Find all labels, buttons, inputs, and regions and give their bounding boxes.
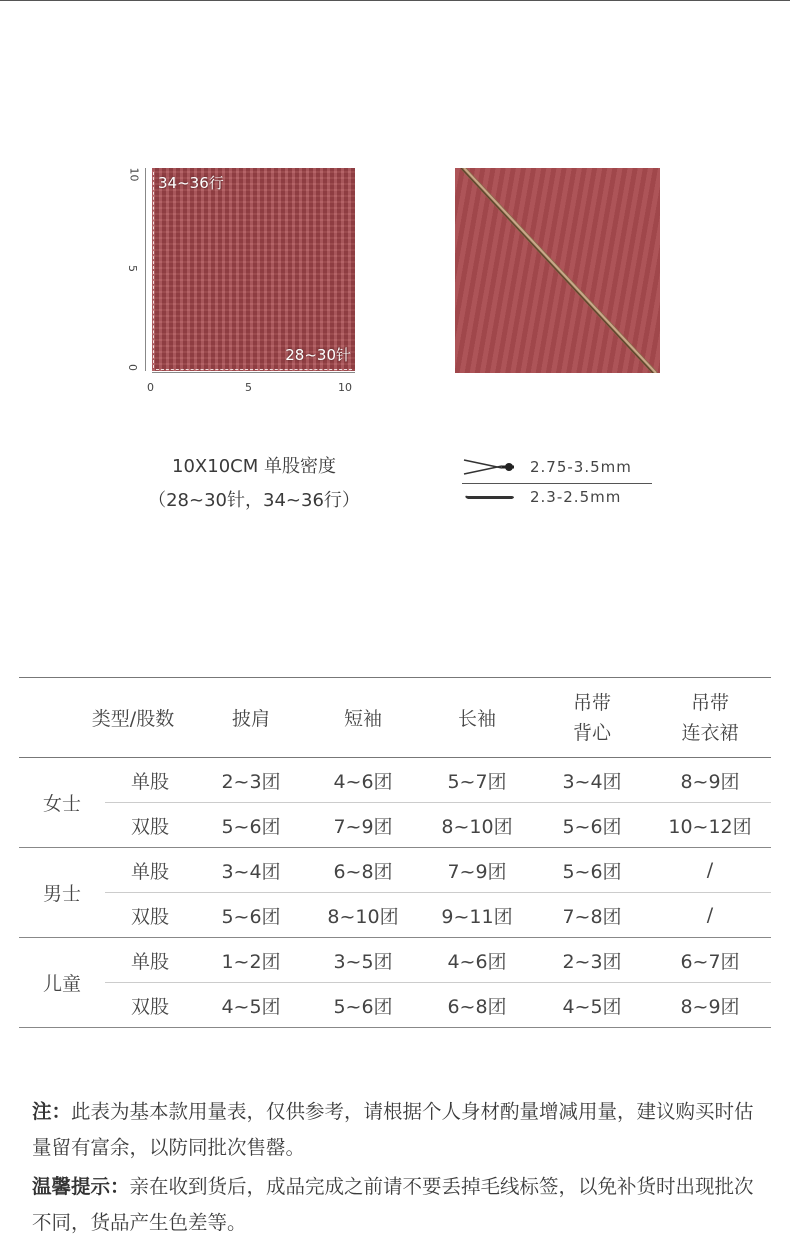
swatch-caption-line2: （28~30针，34~36行）: [148, 490, 360, 511]
table-cell: 4~6团: [419, 938, 535, 983]
ruler-h-tick: 0: [147, 381, 154, 394]
scissors-icon: [462, 457, 518, 477]
table-row: [19, 893, 771, 938]
hook-size-row: [462, 484, 652, 510]
table-cell: 5~6团: [535, 848, 649, 893]
table-cell: 3~4团: [195, 848, 307, 893]
table-cell: 6~8团: [307, 848, 419, 893]
table-cell: 5~6团: [562, 815, 622, 838]
table-cell: 8~10团: [441, 815, 513, 838]
table-row: [19, 848, 771, 893]
strand-cell: 双股: [130, 905, 169, 928]
table-cell: 7~8团: [562, 905, 622, 928]
group-men: 男士: [42, 883, 81, 905]
vertical-ruler: [145, 168, 152, 371]
table-cell: 5~7团: [419, 758, 535, 803]
top-divider: [0, 0, 790, 1]
header-slip-dress: 吊带 连衣裙: [681, 691, 739, 744]
group-women: 女士: [42, 793, 81, 815]
knit-swatch-photo: [152, 168, 355, 371]
hook-size: 2.3-2.5mm: [530, 488, 622, 506]
reminder-label: 温馨提示：: [32, 1175, 130, 1198]
table-cell: 3~4团: [535, 758, 649, 803]
strand-cell: 单股: [105, 848, 195, 893]
scissors-size: 2.75-3.5mm: [530, 458, 632, 476]
strand-cell: 双股: [130, 995, 169, 1018]
note-reminder: [32, 1169, 768, 1241]
table-cell: /: [706, 904, 714, 926]
strand-cell: 双股: [130, 815, 169, 838]
reminder-text: 亲在收到货后，成品完成之前请不要丢掉毛线标签，以免补货时出现批次不同，货品产生色差等。: [32, 1175, 754, 1234]
ruler-h-tick: 5: [245, 381, 252, 394]
stitches-label: 28~30针: [285, 346, 351, 364]
table-cell: 3~5团: [307, 938, 419, 983]
strand-cell: 单股: [105, 938, 195, 983]
crochet-hook-icon: [462, 487, 518, 507]
horizontal-ruler: [152, 372, 355, 379]
strand-cell: 单股: [105, 758, 195, 803]
table-cell: 5~6团: [333, 995, 393, 1018]
table-cell: 8~9团: [649, 758, 771, 803]
group-children: 儿童: [42, 973, 81, 995]
ruler-h-tick: 10: [338, 381, 352, 394]
table-row: [19, 938, 771, 983]
header-camisole: 吊带 背心: [572, 691, 611, 744]
note-label: 注：: [32, 1100, 72, 1123]
table-cell: 8~9团: [680, 995, 740, 1018]
table-cell: 10~12团: [668, 815, 752, 838]
table-cell: 5~6团: [221, 815, 281, 838]
table-cell: 6~7团: [649, 938, 771, 983]
table-cell: 8~10团: [327, 905, 399, 928]
needle-size-row: [462, 454, 652, 480]
header-long-sleeve: 长袖: [457, 708, 496, 730]
knitting-needle-icon: [455, 168, 660, 373]
note-usage: [32, 1094, 768, 1166]
table-cell: 1~2团: [195, 938, 307, 983]
table-cell: /: [649, 848, 771, 893]
rows-label: 34~36行: [158, 174, 224, 192]
ruler-v-tick: 5: [126, 265, 139, 272]
table-cell: 4~5团: [221, 995, 281, 1018]
ruler-v-tick: 10: [127, 167, 141, 182]
table-cell: 6~8团: [447, 995, 507, 1018]
table-cell: 2~3团: [195, 758, 307, 803]
table-header-row: [19, 678, 771, 758]
table-cell: 5~6团: [221, 905, 281, 928]
table-cell: 4~6团: [307, 758, 419, 803]
ruler-v-tick: 0: [126, 364, 139, 371]
swatch-caption-line1: 10X10CM 单股密度: [172, 456, 336, 477]
table-cell: 2~3团: [535, 938, 649, 983]
table-row: [19, 983, 771, 1028]
table-cell: 4~5团: [562, 995, 622, 1018]
table-cell: 7~9团: [419, 848, 535, 893]
header-type: 类型/股数: [91, 708, 175, 730]
header-short-sleeve: 短袖: [343, 708, 382, 730]
table-row: [19, 803, 771, 848]
note-text: 此表为基本款用量表，仅供参考，请根据个人身材酌量增减用量，建议购买时估量留有富余，以防同批次售罄。: [32, 1100, 754, 1159]
header-shawl: 披肩: [231, 708, 270, 730]
table-row: [19, 758, 771, 803]
knit-with-needle-photo: [455, 168, 660, 373]
table-cell: 7~9团: [333, 815, 393, 838]
yarn-usage-table: [19, 677, 771, 1028]
table-cell: 9~11团: [441, 905, 513, 928]
